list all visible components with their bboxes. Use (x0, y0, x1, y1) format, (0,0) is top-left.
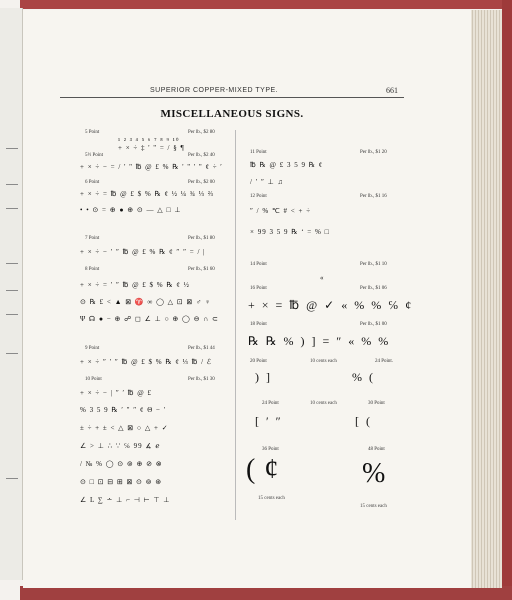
glyph-row: ∠ > ⊥ ∴ ∵ ℅ 99 ∡ ℯ (80, 442, 161, 450)
price-label: Per lb., $1 20 (360, 150, 387, 155)
glyph-row: + × ÷ = ℔ @ £ $ % ℞ ¢ ½ ¼ ¾ ⅓ ⅔ (80, 190, 214, 198)
glyph-row: [ ′ ″ (255, 414, 283, 428)
glyph-row: + × ÷ − = / ' " ℔ @ £ % ℞ ' " ' " ¢ ÷ ′ (80, 163, 223, 171)
glyph-row: + × ÷ − ′ ″ ℔ @ £ % ℞ ¢ ″ ″ = / | (80, 248, 206, 256)
price-label: Per lb., $1 16 (360, 194, 387, 199)
glyph-row: + × ÷ ‡ ' " = / § ¶ (118, 144, 185, 152)
size-label: 24 Point. (375, 359, 394, 364)
running-header: SUPERIOR COPPER-MIXED TYPE. (150, 87, 279, 94)
adjacent-left-page (0, 8, 23, 580)
price-note: 10 cents each (310, 401, 337, 406)
glyph-row: ℞ ℞ % ) ] = ″ « % % (248, 334, 391, 348)
glyph-row: % ( (352, 370, 375, 384)
size-label: 9 Point (85, 346, 100, 351)
size-label: 11 Point (250, 150, 267, 155)
price-note: 15 cents each (258, 496, 285, 501)
margin-mark (6, 263, 18, 264)
glyph-row: Ψ ☊ ● − ⊕ ☍ ◻ ∠ ⊥ ○ ⊕ ◯ ⊖ ∩ ⊂ (80, 315, 219, 323)
size-label: 30 Point (368, 401, 385, 406)
book-cover-bottom (20, 586, 512, 600)
size-label: 20 Point (250, 359, 267, 364)
price-label: Per lb., $1 10 (360, 262, 387, 267)
size-label: 18 Point (250, 322, 267, 327)
price-label: Per lb., $2 80 (188, 130, 215, 135)
book-cover-right (502, 0, 512, 600)
margin-mark (6, 184, 18, 185)
price-label: Per lb., $1 06 (360, 286, 387, 291)
size-label: 48 Point (368, 447, 385, 452)
margin-mark (6, 314, 18, 315)
glyph-row: ∠ L ∑ ∸ ⊥ ⌐ ⊣ ⊢ ⊤ ⊥ (80, 496, 171, 504)
page-title: MISCELLANEOUS SIGNS. (160, 108, 304, 120)
size-label: 7 Point (85, 236, 100, 241)
price-label: Per lb., $1 80 (188, 236, 215, 241)
margin-mark (6, 208, 18, 209)
margin-mark (6, 353, 18, 354)
glyph-row: + × ÷ = ′ ″ ℔ @ £ $ % ℞ ¢ ½ (80, 281, 190, 289)
header-rule (60, 97, 404, 98)
glyph-row: ( ¢ (246, 454, 280, 485)
glyph-row: × 99 3 5 9 ℞ ‘ = % □ (250, 228, 330, 236)
price-label: Per lb., $2 40 (188, 153, 215, 158)
page-edges (470, 10, 502, 588)
glyph-row: ℔ ℞ @ £ 3 5 9 ℞ ¢ (250, 161, 324, 169)
size-label: 24 Point (262, 401, 279, 406)
glyph-row: + × ÷ ″ ′ ″ ℔ @ £ $ % ℞ ¢ ⅓ ℔ / ℰ (80, 358, 213, 366)
glyph-row: « (320, 274, 325, 282)
book-cover-top (20, 0, 512, 9)
price-label: Per lb., $1 44 (188, 346, 215, 351)
glyph-row: % (362, 458, 387, 489)
price-note: 15 cents each (360, 504, 387, 509)
glyph-row: ) ] (255, 370, 272, 384)
glyph-row: ″ / % ℃ # < + ÷ (250, 207, 312, 215)
glyph-row: % 3 5 9 ℞ ′ ″ ″ ¢ Θ − ′ (80, 406, 167, 414)
size-label: 36 Point (262, 447, 279, 452)
price-note: 10 cents each (310, 359, 337, 364)
price-label: Per lb., $1 30 (188, 377, 215, 382)
glyph-row: • • ⊙ = ⊕ ● ⊕ ⊙ — △ □ ⊥ (80, 206, 182, 214)
size-label: 10 Point (85, 377, 102, 382)
price-label: Per lb., $1 00 (360, 322, 387, 327)
price-label: Per lb., $1 60 (188, 267, 215, 272)
size-label: 5 Point (85, 130, 100, 135)
margin-mark (6, 148, 18, 149)
glyph-row: / ′ ″ ⊥ ♫ (250, 178, 284, 186)
glyph-row: + × ÷ − | ″ ′ ℔ @ £ (80, 389, 152, 397)
page-number: 661 (386, 86, 398, 95)
size-label: 16 Point (250, 286, 267, 291)
size-label: 5½ Point (85, 153, 104, 158)
glyph-row: ¹ ² ³ ⁴ ⁵ ⁶ ⁷ ⁸ ⁹ ¹⁰ (118, 137, 180, 145)
price-label: Per lb., $2 00 (188, 180, 215, 185)
glyph-row: [ ( (355, 414, 372, 428)
margin-mark (6, 478, 18, 479)
size-label: 14 Point (250, 262, 267, 267)
glyph-row: ⊙ □ ⊡ ⊟ ⊞ ⊠ ⊙ ⊚ ⊛ (80, 478, 163, 486)
glyph-row: ± ÷ + ± < △ ⊠ ○ △ + ✓ (80, 424, 169, 432)
margin-mark (6, 290, 18, 291)
glyph-row: + × = ℔ @ ✓ « % % ℅ ¢ (248, 298, 414, 312)
size-label: 8 Point (85, 267, 100, 272)
glyph-row: / № % ◯ ⊙ ⊚ ⊕ ⊘ ⊗ (80, 460, 163, 468)
glyph-row: ⊙ ℞ £ < ▲ ⊠ ♈ ∞ ◯ △ ⊡ ⊠ ♂ ♀ (80, 298, 212, 306)
column-divider (235, 130, 236, 520)
size-label: 6 Point (85, 180, 100, 185)
size-label: 12 Point (250, 194, 267, 199)
